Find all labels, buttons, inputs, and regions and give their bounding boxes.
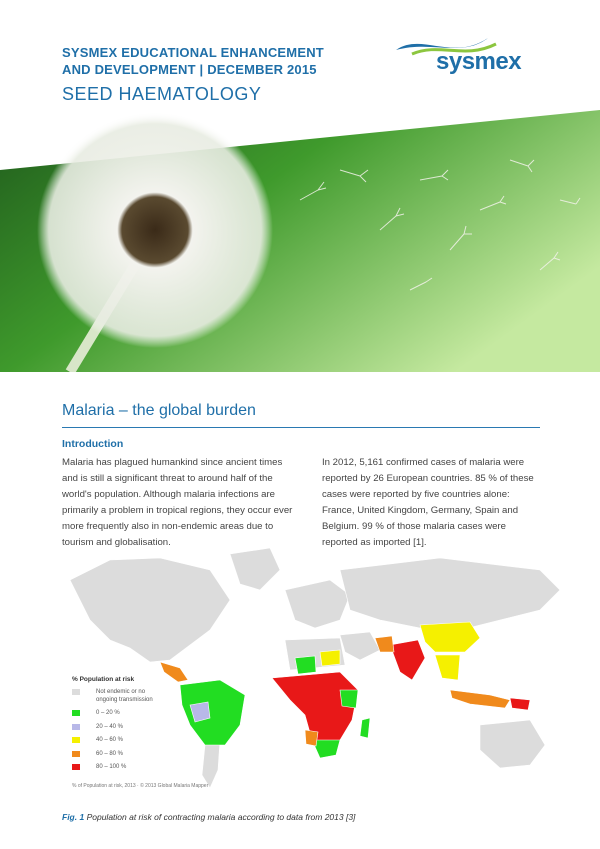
map-papua <box>510 698 530 710</box>
figure-label: Fig. 1 <box>62 812 85 822</box>
left-paragraph: Malaria has plagued humankind since ancient times and is still a significant threat to around half of the world's population. Although malaria infections are primarily a problem in tropical regions, they occur ever more frequently also in non-endemic areas due to tourism and globalisation. <box>62 457 293 548</box>
map-south-america-north <box>180 680 245 745</box>
section-heading: Introduction <box>62 438 124 450</box>
legend-swatch <box>72 710 80 716</box>
map-source-note: % of Population at risk, 2013 · © 2013 Global Malaria Mapper <box>72 783 209 789</box>
left-column <box>62 455 294 551</box>
legend-item <box>72 737 154 745</box>
series-title: SEED HAEMATOLOGY <box>62 84 262 104</box>
map-madagascar <box>360 718 370 738</box>
right-column <box>322 455 544 551</box>
map-central-america <box>160 662 188 682</box>
map-sahel-yellow <box>320 650 340 666</box>
article-title: Malaria – the global burden <box>62 402 256 419</box>
map-india <box>390 640 425 680</box>
logo-text: sysmex <box>436 48 522 75</box>
header-line-2: AND DEVELOPMENT | DECEMBER 2015 <box>62 62 317 77</box>
map-north-america <box>70 558 230 662</box>
map-indonesia <box>450 690 510 708</box>
legend-swatch <box>72 751 80 757</box>
legend-swatch <box>72 764 80 770</box>
map-middle-east <box>340 632 380 660</box>
legend-item <box>72 764 154 772</box>
legend-item <box>72 751 154 759</box>
map-australia <box>480 720 545 768</box>
map-russia-asia <box>340 558 560 630</box>
legend-swatch <box>72 724 80 730</box>
map-greenland <box>230 548 280 590</box>
legend-label: 40 – 60 % <box>96 737 124 743</box>
map-china <box>420 622 480 652</box>
figure-caption <box>62 812 355 822</box>
legend-label: Not endemic or no ongoing transmission <box>96 689 153 703</box>
legend-label: 20 – 40 % <box>96 723 124 730</box>
legend-title: % Population at risk <box>72 676 135 683</box>
legend-label: 80 – 100 % <box>96 764 127 770</box>
map-east-africa-green <box>340 690 358 708</box>
legend-item <box>72 710 154 718</box>
map-southwest-africa <box>305 730 318 746</box>
legend-label: 60 – 80 % <box>96 750 124 757</box>
right-paragraph: In 2012, 5,161 confirmed cases of malaria were reported by 26 European countries. 85 % of these cases were reported by five countries alone: France, United Kingdom, Germany, Spain and Belgium. 99 % of those malaria cases were reported as imported [1]. <box>322 457 534 548</box>
header-line-1: SYSMEX EDUCATIONAL ENHANCEMENT <box>62 45 324 60</box>
title-divider <box>62 427 540 428</box>
map-europe <box>285 580 350 628</box>
hero-dandelion-image <box>0 110 600 372</box>
legend-label: 0 – 20 % <box>96 710 120 716</box>
figure-caption-text: Population at risk of contracting malaria according to data from 2013 [3] <box>86 812 356 822</box>
dandelion-head-icon <box>37 112 273 348</box>
map-north-africa-green <box>295 656 316 674</box>
legend-swatch <box>72 737 80 743</box>
map-legend <box>72 676 154 778</box>
legend-swatch <box>72 689 80 695</box>
map-southeast-asia <box>435 655 460 680</box>
map-south-america-south <box>202 740 220 788</box>
legend-item <box>72 689 154 704</box>
legend-item <box>72 724 154 732</box>
